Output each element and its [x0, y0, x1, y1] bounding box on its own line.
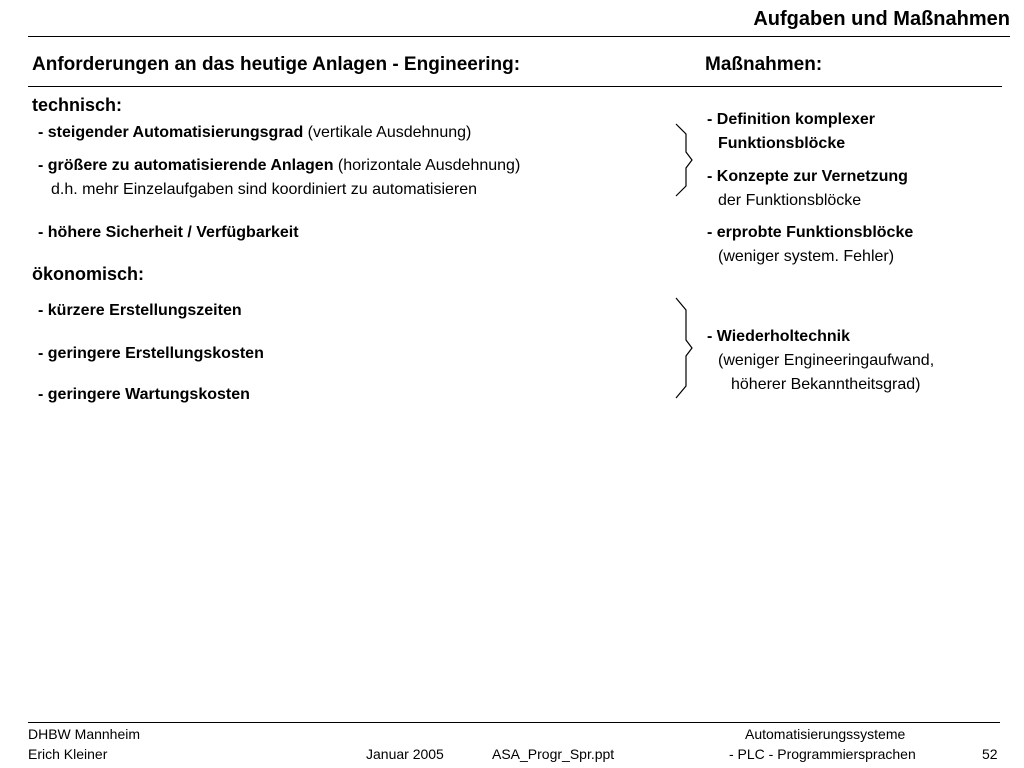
technical-item-plant-size-detail: d.h. mehr Einzelaufgaben sind koordiniert zu automatisieren	[51, 181, 478, 198]
right-brace-icon	[672, 122, 696, 198]
heading-rule	[28, 86, 1002, 87]
requirements-heading: Anforderungen an das heutige Anlagen - Engineering:	[32, 54, 521, 75]
footer-filename: ASA_Progr_Spr.ppt	[492, 746, 615, 762]
item-normal-text: (horizontale Ausdehnung)	[333, 157, 521, 174]
footer-author: Erich Kleiner	[28, 746, 108, 762]
technical-item-safety	[38, 222, 299, 243]
item-bold-text: - größere zu automatisierende Anlagen	[38, 157, 334, 174]
header-rule	[28, 36, 1010, 37]
economic-item-time: - kürzere Erstellungszeiten	[38, 302, 242, 319]
measure-reuse-line2: (weniger Engineeringaufwand,	[718, 352, 935, 369]
measure-proven-blocks: - erprobte Funktionsblöcke	[707, 224, 914, 241]
item-bold-text: - höhere Sicherheit / Verfügbarkeit	[38, 224, 299, 241]
measure-reuse: - Wiederholtechnik	[707, 328, 850, 345]
economic-item-build-cost: - geringere Erstellungskosten	[38, 345, 264, 362]
measures-heading: Maßnahmen:	[705, 54, 823, 75]
economic-label: ökonomisch:	[32, 264, 145, 284]
measure-reuse-line3: höherer Bekanntheitsgrad)	[731, 376, 921, 393]
measure-complex-blocks: - Definition komplexer	[707, 111, 876, 128]
footer-topic: - PLC - Programmiersprachen	[729, 746, 916, 762]
footer-rule	[28, 722, 1000, 723]
item-bold-text: - steigender Automatisierungsgrad	[38, 124, 304, 141]
footer-organization: DHBW Mannheim	[28, 726, 141, 742]
measure-networking-line2: der Funktionsblöcke	[718, 192, 862, 209]
economic-item-maintenance-cost: - geringere Wartungskosten	[38, 386, 250, 403]
footer-course: Automatisierungssysteme	[745, 726, 906, 742]
technical-item-plant-size	[38, 155, 520, 176]
measure-networking: - Konzepte zur Vernetzung	[707, 168, 908, 185]
item-normal-text: (vertikale Ausdehnung)	[303, 124, 472, 141]
footer-date: Januar 2005	[366, 746, 444, 762]
footer-page-number: 52	[982, 746, 998, 762]
technical-label: technisch:	[32, 95, 123, 115]
slide-section-title: Aufgaben und Maßnahmen	[753, 8, 1010, 30]
right-brace-icon	[672, 296, 696, 400]
measure-proven-blocks-line2: (weniger system. Fehler)	[718, 248, 895, 265]
technical-item-automation	[38, 122, 471, 143]
measure-complex-blocks-line2: Funktionsblöcke	[718, 135, 846, 152]
